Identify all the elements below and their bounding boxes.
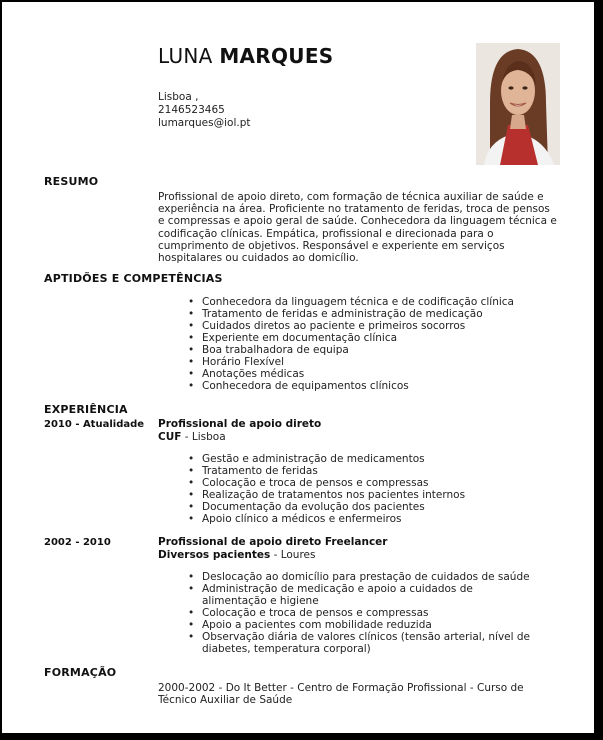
job-location: - Loures [270,549,316,561]
job-location: - Lisboa [181,431,226,443]
job-employer [158,431,226,443]
resume-page [2,2,594,733]
job-title: Profissional de apoio direto [158,418,322,430]
list-item: • Gestão e administração de medicamentos [188,453,558,465]
skills-heading: APTIDÕES E COMPETÊNCIAS [44,272,223,285]
list-item: • Horário Flexível [188,356,558,368]
contact-phone: 2146523465 [158,104,225,116]
skills-list [188,296,558,392]
list-item: • Anotações médicas [188,368,558,380]
list-item: • Deslocação ao domicílio para prestação de cuidados de saúde [188,571,538,583]
list-item: • Colocação e troca de pensos e compressas [188,607,538,619]
list-item: • Cuidados diretos ao paciente e primeiros socorros [188,320,558,332]
last-name: MARQUES [219,44,334,68]
job-period: 2002 - 2010 [44,537,111,548]
first-name: LUNA [158,44,213,68]
job-title: Profissional de apoio direto Freelancer [158,536,388,548]
job-employer [158,549,315,561]
summary-text: Profissional de apoio direto, com formação de técnica auxiliar de saúde e experiência na área. Proficiente no tratamento de feridas, troca de pensos e compressas e apoio geral de saúde. Conhecedora da linguagem técnica e codificação clínicas. Empática, profissional e direcionada para o cumprimento de objetivos. Responsável e experiente em serviços hospitalares ou cuidados ao domicílio. [158,191,557,265]
job-company: CUF [158,431,182,443]
list-item: • Tratamento de feridas e administração de medicação [188,308,558,320]
contact-block [158,91,251,130]
list-item: • Conhecedora de equipamentos clínicos [188,380,558,392]
profile-photo [476,43,560,165]
job-company: Diversos pacientes [158,549,271,561]
job-tasks-list [188,453,558,525]
job-period: 2010 - Atualidade [44,419,145,430]
list-item: • Administração de medicação e apoio a cuidados de alimentação e higiene [188,583,538,607]
list-item: • Apoio a pacientes com mobilidade reduzida [188,619,538,631]
list-item: • Conhecedora da linguagem técnica e de codificação clínica [188,296,558,308]
contact-city: Lisboa , [158,91,199,103]
list-item: • Boa trabalhadora de equipa [188,344,558,356]
list-item: • Experiente em documentação clínica [188,332,558,344]
list-item: • Realização de tratamentos nos pacientes internos [188,489,558,501]
list-item: • Colocação e troca de pensos e compressas [188,477,558,489]
contact-email: lumarques@iol.pt [158,117,251,129]
list-item: • Observação diária de valores clínicos (tensão arterial, nível de diabetes, temperatura corporal) [188,631,538,655]
list-item: • Tratamento de feridas [188,465,558,477]
summary-heading: RESUMO [44,175,99,188]
list-item: • Documentação da evolução dos pacientes [188,501,558,513]
experience-heading: EXPERIÊNCIA [44,403,128,416]
education-text: 2000-2002 - Do It Better - Centro de Formação Profissional - Curso de Técnico Auxiliar de Saúde [158,682,524,707]
job-tasks-list [188,571,538,655]
candidate-name [158,44,334,68]
list-item: • Apoio clínico a médicos e enfermeiros [188,513,558,525]
education-heading: FORMAÇÃO [44,666,117,679]
